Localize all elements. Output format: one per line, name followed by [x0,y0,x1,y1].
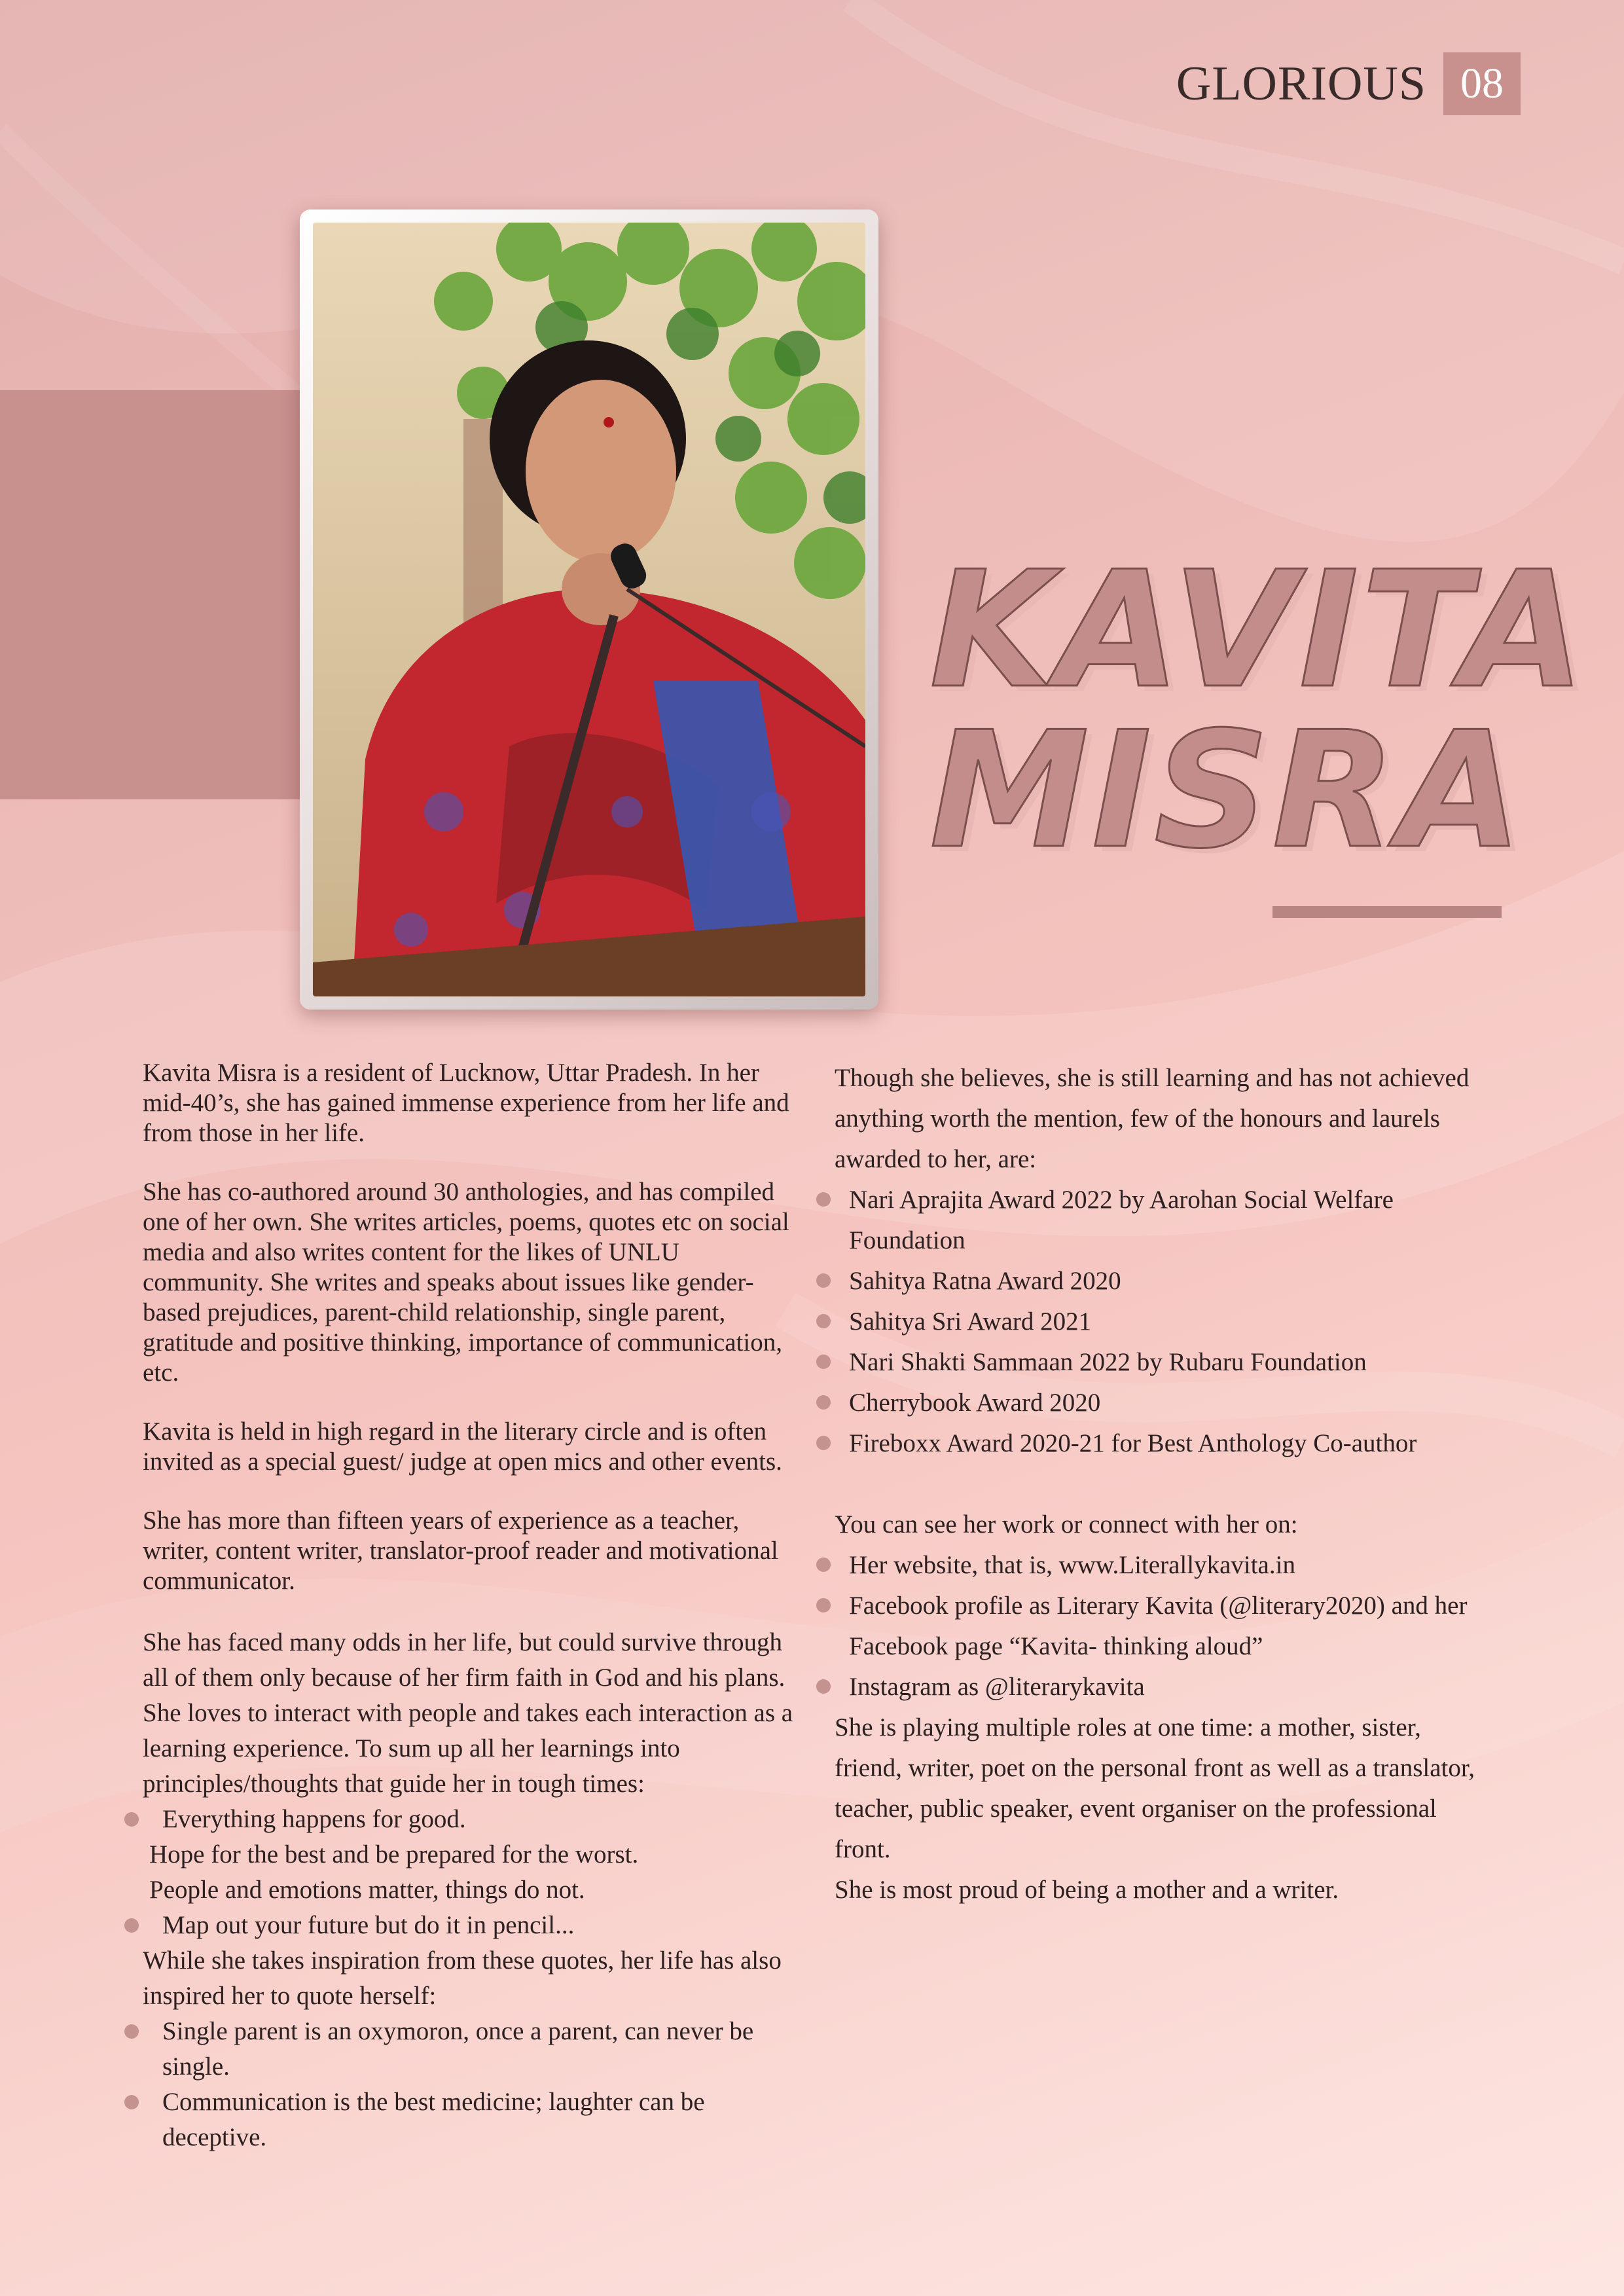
portrait-photo [313,223,865,996]
article-left-column [143,1058,797,2155]
bullet-dot-icon [124,2024,139,2039]
bullet-dot-icon [816,1314,831,1328]
principle-line: Hope for the best and be prepared for the worst. [149,1840,639,1868]
bullet-dot-icon [816,1395,831,1410]
masthead [1176,52,1521,115]
quotes-intro-paragraph: While she takes inspiration from these quotes, her life has also inspired her to quote herself: [143,1946,782,2010]
connect-intro: You can see her work or connect with her on: [835,1510,1298,1539]
awards-intro-paragraph: Though she believes, she is still learning and has not achieved anything worth the mention, few of the honours and laurels awarded to her, are: [835,1064,1470,1173]
bullet-dot-icon [816,1273,831,1288]
intro-paragraph: Kavita Misra is a resident of Lucknow, Uttar Pradesh. In her mid-40’s, she has gained immense experience from her life and from those in her life. [143,1059,789,1147]
award-item: Sahitya Ratna Award 2020 [835,1261,1489,1302]
award-item: Nari Aprajita Award 2022 by Aarohan Social Welfare Foundation [835,1180,1489,1261]
title-underline [1272,906,1502,918]
bullet-dot-icon [816,1436,831,1450]
principle-item: Map out your future but do it in pencil... [143,1908,797,1943]
feature-title [929,537,1588,884]
connect-item: Facebook profile as Literary Kavita (@literary2020) and her Facebook page “Kavita- thinking aloud” [835,1586,1489,1667]
title-first-name: KAVITA [929,537,1588,723]
title-last-name: MISRA [929,697,1525,884]
decorative-side-block [0,390,314,799]
page-number: 08 [1443,52,1521,115]
bullet-dot-icon [816,1355,831,1369]
connect-item: Her website, that is, www.Literallykavita.in [835,1545,1489,1586]
award-item: Cherrybook Award 2020 [835,1383,1489,1423]
article-right-column [835,1058,1489,1910]
bullet-dot-icon [816,1558,831,1572]
bullet-dot-icon [816,1598,831,1613]
bullet-dot-icon [124,1918,139,1933]
connect-item: Instagram as @literarykavita [835,1667,1489,1707]
award-item: Nari Shakti Sammaan 2022 by Rubaru Foundation [835,1342,1489,1383]
roles-paragraph: She is playing multiple roles at one time: a mother, sister, friend, writer, poet on the personal front as well as a translator, teacher, public speaker, event organiser on the professional front. [835,1713,1475,1863]
speaker-illustration [313,223,865,996]
quote-item: Single parent is an oxymoron, once a parent, can never be single. [143,2014,797,2085]
principle-item: Everything happens for good. [143,1802,797,1837]
bullet-dot-icon [816,1679,831,1694]
bullet-dot-icon [816,1192,831,1207]
principles-intro-paragraph: She has faced many odds in her life, but could survive through all of them only because of her firm faith in God and his plans. She loves to interact with people and takes each interaction as a learning experience. To sum up all her learnings into principles/thoughts that guide her in tough times: [143,1628,793,1798]
literary-circle-paragraph: Kavita is held in high regard in the literary circle and is often invited as a special guest/ judge at open mics and other events. [143,1417,782,1476]
award-item: Sahitya Sri Award 2021 [835,1302,1489,1342]
award-item: Fireboxx Award 2020-21 for Best Anthology Co-author [835,1423,1489,1464]
experience-paragraph: She has more than fifteen years of experience as a teacher, writer, content writer, translator-proof reader and motivational communicator. [143,1506,778,1595]
quote-item: Communication is the best medicine; laughter can be deceptive. [143,2085,797,2155]
brand-logo: GLORIOUS [1176,57,1426,111]
closing-paragraph: She is most proud of being a mother and a writer. [835,1876,1339,1904]
authorship-paragraph: She has co-authored around 30 anthologies, and has compiled one of her own. She writes articles, poems, quotes etc on social media and also writes content for the likes of UNLU community. She writes and speaks about issues like gender-based prejudices, parent-child relationship, single parent, gratitude and positive thinking, importance of communication, etc. [143,1178,789,1387]
principle-line: People and emotions matter, things do not. [149,1876,585,1904]
bullet-dot-icon [124,2095,139,2109]
bullet-dot-icon [124,1812,139,1827]
portrait-frame [300,210,878,1010]
